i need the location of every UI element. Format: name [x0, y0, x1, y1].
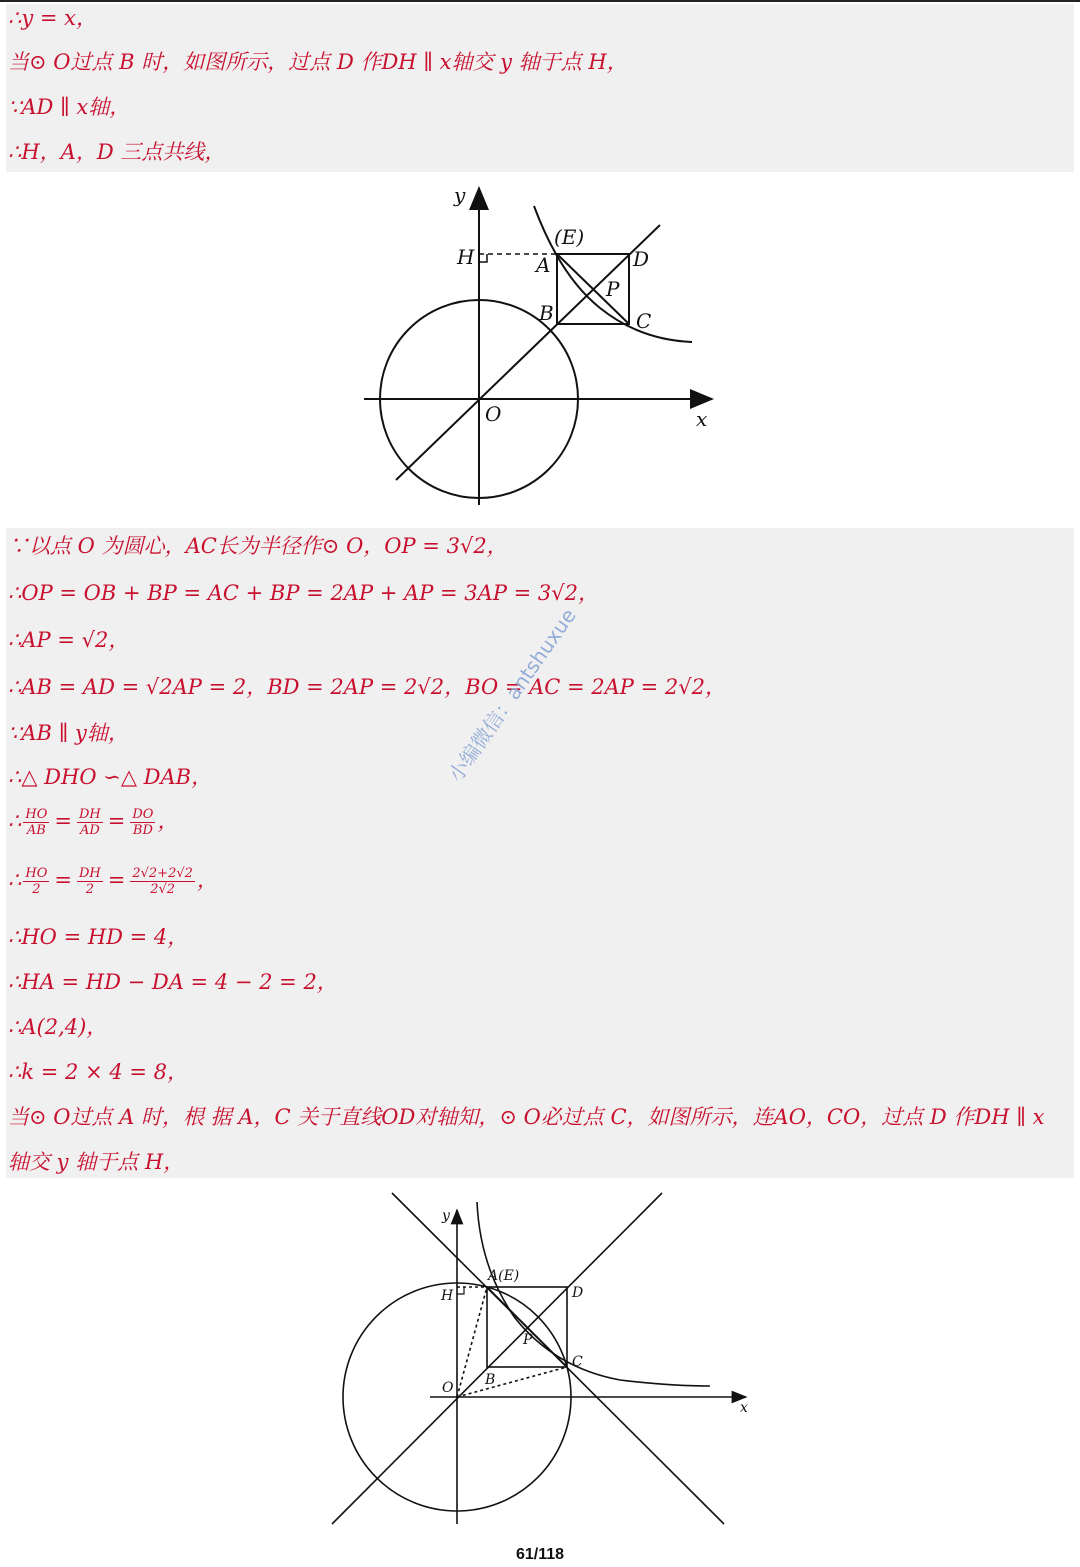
- solution-line: ∴H，A，D 三点共线，: [8, 140, 226, 164]
- label-d: D: [572, 1285, 584, 1301]
- label-x: x: [696, 407, 708, 431]
- solution-line: ∴△ DHO ∽△ DAB，: [8, 765, 213, 789]
- label-a-e: A(E): [488, 1268, 520, 1284]
- comma: ，: [157, 809, 179, 833]
- numerator: DO: [132, 807, 154, 822]
- solution-line: ∵AD ∥ x轴，: [8, 95, 131, 119]
- label-e: (E): [554, 225, 585, 249]
- line-y-equals-x: [396, 225, 660, 480]
- equals-sign: =: [107, 809, 126, 833]
- equals-sign: =: [54, 809, 72, 833]
- denominator: 2: [85, 882, 94, 897]
- solution-line: ∴HO = HD = 4，: [8, 925, 189, 949]
- therefore-symbol: ∴: [8, 809, 22, 833]
- solution-line: ∴k = 2 × 4 = 8，: [8, 1060, 189, 1084]
- fraction-sum-over-2root2: [130, 866, 195, 897]
- fraction-ho-ab: [23, 807, 49, 838]
- equals-sign: =: [107, 868, 126, 892]
- label-p: P: [523, 1332, 533, 1348]
- comma: ，: [196, 868, 218, 892]
- label-c: C: [636, 309, 652, 333]
- solution-line: 当⊙ O过点 A 时，根 据 A，C 关于直线OD对轴知，⊙ O必过点 C，如图所示，连AO，CO，过点 D 作DH ∥ x: [8, 1105, 1045, 1129]
- dashed-line-ao: [457, 1287, 487, 1397]
- solution-line: ∴HA = HD − DA = 4 − 2 = 2，: [8, 970, 338, 994]
- numerator: HO: [25, 866, 48, 881]
- top-rule: [0, 0, 1080, 2]
- numerator: 2√2+2√2: [132, 866, 193, 881]
- label-x: x: [740, 1400, 748, 1416]
- numerator: DH: [78, 807, 101, 822]
- label-h: H: [441, 1288, 454, 1304]
- label-d: D: [633, 247, 650, 271]
- solution-line: ∴y = x，: [8, 6, 98, 30]
- numerator: DH: [78, 866, 101, 881]
- label-o: O: [485, 402, 502, 426]
- label-a: A: [536, 253, 551, 277]
- fraction-ho-2: [23, 866, 49, 897]
- label-h: H: [457, 245, 475, 269]
- label-b: B: [485, 1372, 496, 1388]
- right-angle-mark: [479, 254, 487, 262]
- denominator: 2√2: [150, 882, 176, 897]
- therefore-symbol: ∴: [8, 868, 22, 892]
- figure-2-diagram: [330, 1188, 760, 1528]
- proportion-line-2: [8, 865, 218, 897]
- solution-line: ∴AB = AD = √2AP = 2，BD = 2AP = 2√2，BO = AC = 2AP = 2√2，: [8, 675, 726, 699]
- numerator: HO: [25, 807, 48, 822]
- denominator: 2: [32, 882, 41, 897]
- label-y: y: [454, 183, 466, 207]
- solution-line: ∵以点 O 为圆心，AC长为半径作⊙ O，OP = 3√2，: [8, 534, 508, 558]
- fraction-do-bd: [130, 807, 155, 838]
- label-y: y: [442, 1208, 450, 1224]
- watermark: 小编微信：antshuxue: [443, 604, 581, 787]
- right-angle-mark: [457, 1287, 464, 1294]
- figure-1-diagram: [360, 180, 720, 510]
- solution-line: ∴OP = OB + BP = AC + BP = 2AP + AP = 3AP = 3√2，: [8, 581, 599, 605]
- denominator: AB: [26, 823, 46, 838]
- proportion-line-1: [8, 806, 178, 838]
- denominator: AD: [79, 823, 100, 838]
- label-p: P: [606, 277, 620, 301]
- label-b: B: [539, 301, 554, 325]
- fraction-dh-2: [77, 866, 103, 897]
- fraction-dh-ad: [77, 807, 103, 838]
- solution-line: ∵AB ∥ y轴，: [8, 721, 129, 745]
- solution-line: ∴AP = √2，: [8, 628, 130, 652]
- solution-line: ∴A(2,4)，: [8, 1015, 108, 1039]
- label-c: C: [572, 1354, 583, 1370]
- label-o: O: [442, 1380, 454, 1396]
- line-y-equals-x: [332, 1193, 662, 1524]
- equals-sign: =: [54, 868, 72, 892]
- page-number: 61/118: [515, 1546, 565, 1563]
- hyperbola: [477, 1202, 710, 1386]
- solution-line: 当⊙ O过点 B 时，如图所示，过点 D 作DH ∥ x轴交 y 轴于点 H，: [8, 50, 628, 74]
- denominator: BD: [132, 823, 153, 838]
- solution-line: 轴交 y 轴于点 H，: [8, 1150, 185, 1174]
